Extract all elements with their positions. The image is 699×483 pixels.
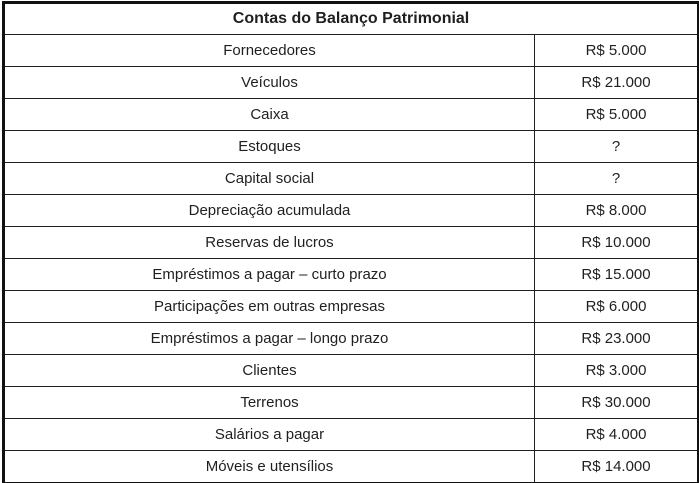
account-value-cell: R$ 8.000 — [535, 195, 699, 227]
table-header-row — [4, 3, 699, 35]
table-row — [4, 67, 699, 99]
account-value-cell: ? — [535, 131, 699, 163]
account-name-cell: Empréstimos a pagar – longo prazo — [4, 323, 535, 355]
account-name-cell: Caixa — [4, 99, 535, 131]
table-row — [4, 163, 699, 195]
table-row — [4, 195, 699, 227]
account-value-cell: R$ 10.000 — [535, 227, 699, 259]
table-row — [4, 99, 699, 131]
account-name-cell: Reservas de lucros — [4, 227, 535, 259]
account-name-cell: Empréstimos a pagar – curto prazo — [4, 259, 535, 291]
account-value-cell: R$ 23.000 — [535, 323, 699, 355]
table-row — [4, 451, 699, 483]
table-row — [4, 291, 699, 323]
table-title: Contas do Balanço Patrimonial — [4, 3, 699, 35]
table-row — [4, 419, 699, 451]
account-name-cell: Participações em outras empresas — [4, 291, 535, 323]
account-value-cell: R$ 5.000 — [535, 99, 699, 131]
table-row — [4, 227, 699, 259]
account-value-cell: R$ 3.000 — [535, 355, 699, 387]
table-row — [4, 387, 699, 419]
account-name-cell: Fornecedores — [4, 35, 535, 67]
account-value-cell: R$ 21.000 — [535, 67, 699, 99]
table-row — [4, 323, 699, 355]
account-name-cell: Estoques — [4, 131, 535, 163]
table-row — [4, 35, 699, 67]
account-value-cell: R$ 6.000 — [535, 291, 699, 323]
account-value-cell: R$ 14.000 — [535, 451, 699, 483]
account-name-cell: Móveis e utensílios — [4, 451, 535, 483]
table-body — [4, 35, 699, 483]
table-row — [4, 355, 699, 387]
account-name-cell: Clientes — [4, 355, 535, 387]
table-row — [4, 131, 699, 163]
account-value-cell: ? — [535, 163, 699, 195]
account-name-cell: Depreciação acumulada — [4, 195, 535, 227]
account-value-cell: R$ 4.000 — [535, 419, 699, 451]
account-value-cell: R$ 15.000 — [535, 259, 699, 291]
account-name-cell: Salários a pagar — [4, 419, 535, 451]
table-row — [4, 259, 699, 291]
account-value-cell: R$ 30.000 — [535, 387, 699, 419]
account-name-cell: Veículos — [4, 67, 535, 99]
account-name-cell: Terrenos — [4, 387, 535, 419]
balance-sheet-accounts-table — [2, 1, 699, 483]
account-value-cell: R$ 5.000 — [535, 35, 699, 67]
account-name-cell: Capital social — [4, 163, 535, 195]
